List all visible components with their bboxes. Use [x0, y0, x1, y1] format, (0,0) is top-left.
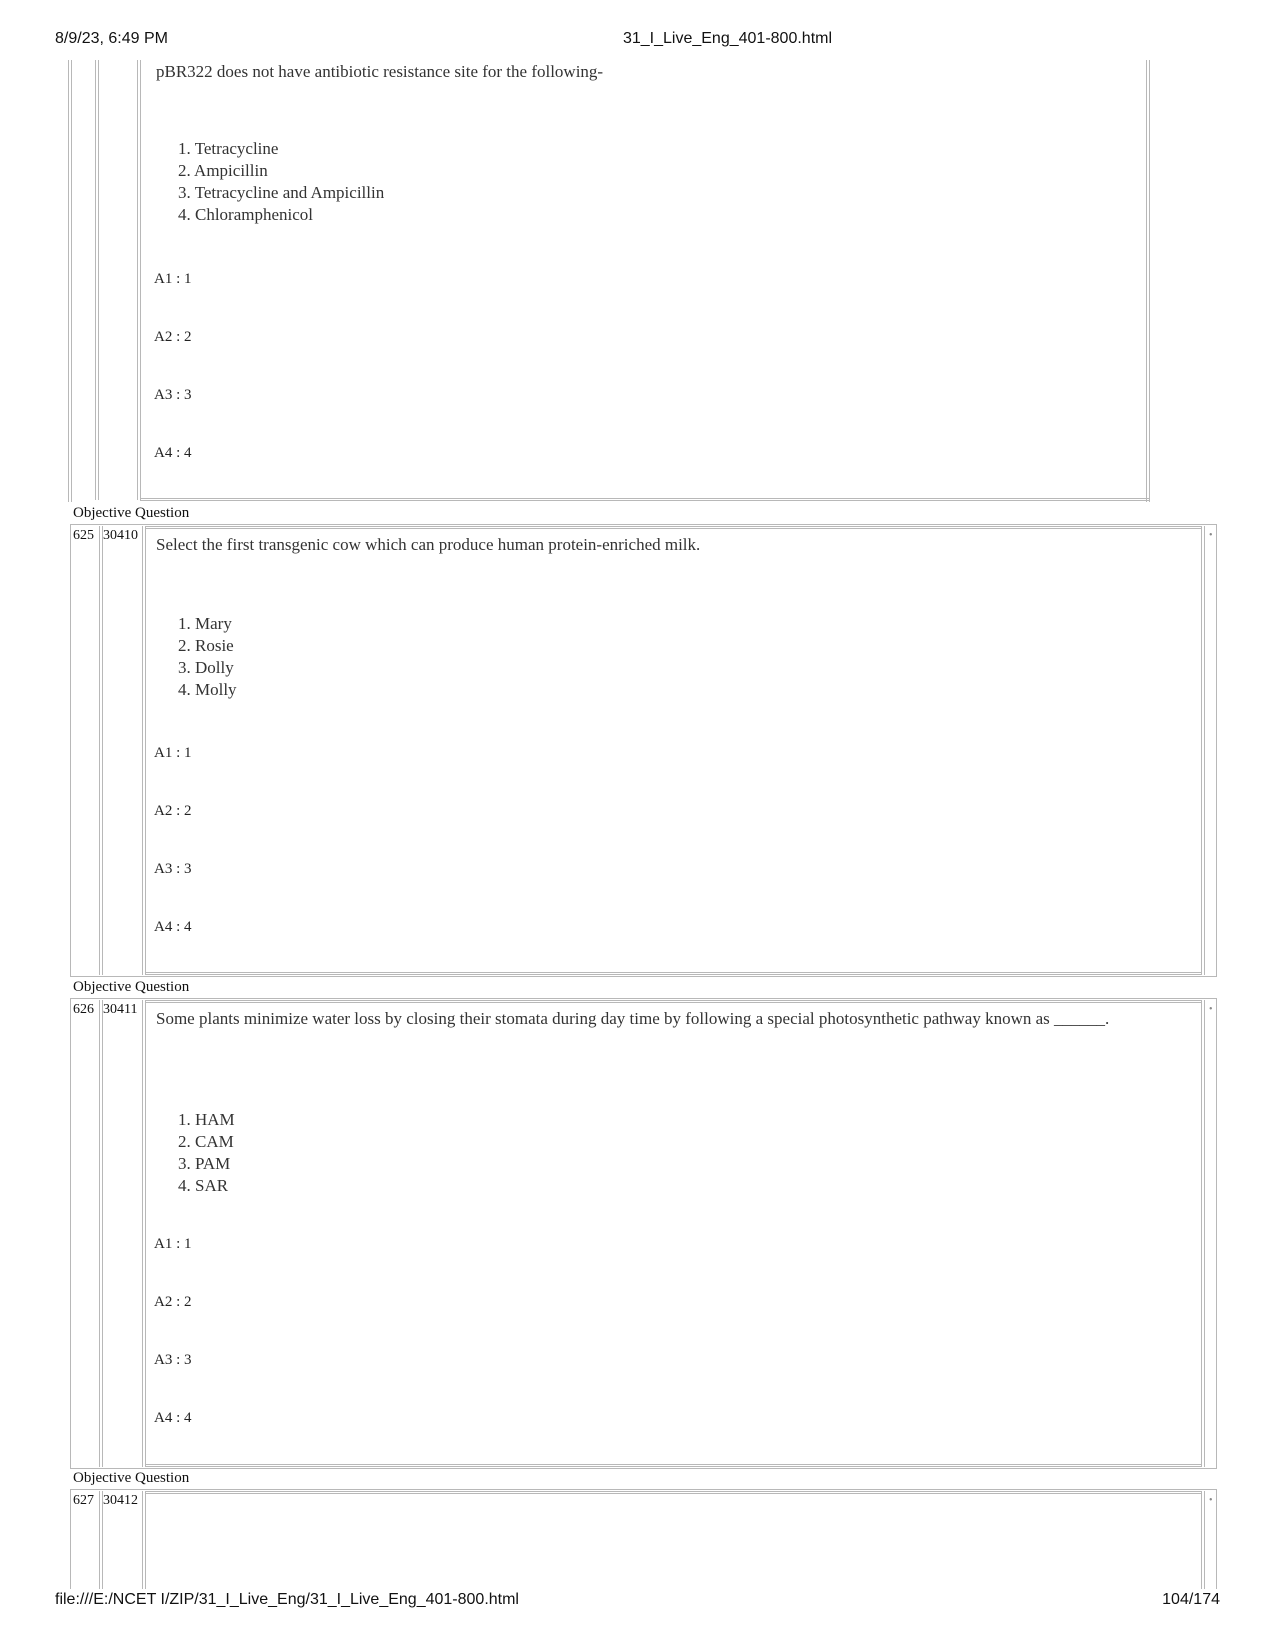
question-id: 30411: [103, 1002, 138, 1017]
column-divider: [142, 1491, 146, 1589]
answer-line: A4 : 4: [154, 919, 192, 935]
cell-top-border: [146, 1491, 1201, 1494]
column-divider: [99, 526, 103, 975]
question-table: [70, 998, 1217, 1469]
question-table: [70, 524, 1217, 977]
options-list: [178, 613, 237, 701]
question-text: Some plants minimize water loss by closing their stomata during day time by following a special photosynthetic pathway known as ______.: [156, 1009, 1110, 1028]
table-border-right: [1201, 526, 1205, 975]
options-list: [178, 1109, 235, 1197]
cell-bottom-border: [140, 498, 1150, 501]
question-number: 626: [73, 1002, 94, 1017]
column-divider: [99, 1000, 103, 1467]
section-label: Objective Question: [73, 1470, 190, 1486]
option-item: 1. Tetracycline: [178, 139, 279, 158]
answer-line: A2 : 2: [154, 1294, 192, 1310]
overflow-marker: •: [1209, 1004, 1213, 1015]
column-divider: [95, 60, 99, 500]
column-divider: [142, 1000, 146, 1467]
answer-line: A3 : 3: [154, 861, 192, 877]
print-url: file:///E:/NCET I/ZIP/31_I_Live_Eng/31_I_Live_Eng_401-800.html: [55, 1591, 519, 1608]
question-id: 30410: [103, 528, 138, 543]
answer-line: A4 : 4: [154, 445, 192, 461]
section-label: Objective Question: [73, 979, 190, 995]
overflow-marker: •: [1209, 530, 1213, 541]
option-item: 3. Tetracycline and Ampicillin: [178, 183, 385, 202]
question-text: Select the first transgenic cow which can produce human protein-enriched milk.: [156, 535, 701, 554]
option-item: 1. HAM: [178, 1110, 235, 1129]
answer-line: A4 : 4: [154, 1410, 192, 1426]
question-number: 625: [73, 528, 94, 543]
question-table: [70, 1489, 1217, 1589]
section-label: Objective Question: [73, 505, 190, 521]
cell-bottom-border: [146, 972, 1201, 975]
answer-line: A3 : 3: [154, 387, 192, 403]
cell-bottom-border: [146, 1464, 1201, 1467]
answer-line: A2 : 2: [154, 803, 192, 819]
column-divider: [142, 526, 146, 975]
column-divider: [137, 60, 141, 500]
overflow-marker: •: [1209, 1495, 1213, 1506]
option-item: 1. Mary: [178, 614, 232, 633]
table-border-right: [1146, 60, 1150, 502]
answer-line: A1 : 1: [154, 1236, 192, 1252]
print-datetime: 8/9/23, 6:49 PM: [55, 30, 168, 47]
answer-line: A1 : 1: [154, 271, 192, 287]
option-item: 3. Dolly: [178, 658, 234, 677]
print-page-number: 104/174: [1162, 1591, 1220, 1608]
answer-line: A2 : 2: [154, 329, 192, 345]
option-item: 2. Ampicillin: [178, 161, 268, 180]
question-text: pBR322 does not have antibiotic resistance site for the following-: [156, 62, 604, 81]
options-list: [178, 138, 384, 226]
option-item: 2. CAM: [178, 1132, 234, 1151]
option-item: 4. SAR: [178, 1176, 229, 1195]
print-title: 31_I_Live_Eng_401-800.html: [622, 30, 833, 47]
question-number: 627: [73, 1493, 94, 1508]
option-item: 4. Chloramphenicol: [178, 205, 314, 224]
cell-top-border: [146, 526, 1201, 529]
table-border-left: [68, 60, 72, 502]
cell-top-border: [146, 1000, 1201, 1003]
question-id: 30412: [103, 1493, 138, 1508]
option-item: 3. PAM: [178, 1154, 231, 1173]
answer-line: A1 : 1: [154, 745, 192, 761]
answer-line: A3 : 3: [154, 1352, 192, 1368]
option-item: 2. Rosie: [178, 636, 234, 655]
table-border-right: [1201, 1491, 1205, 1589]
option-item: 4. Molly: [178, 680, 237, 699]
table-border-right: [1201, 1000, 1205, 1467]
